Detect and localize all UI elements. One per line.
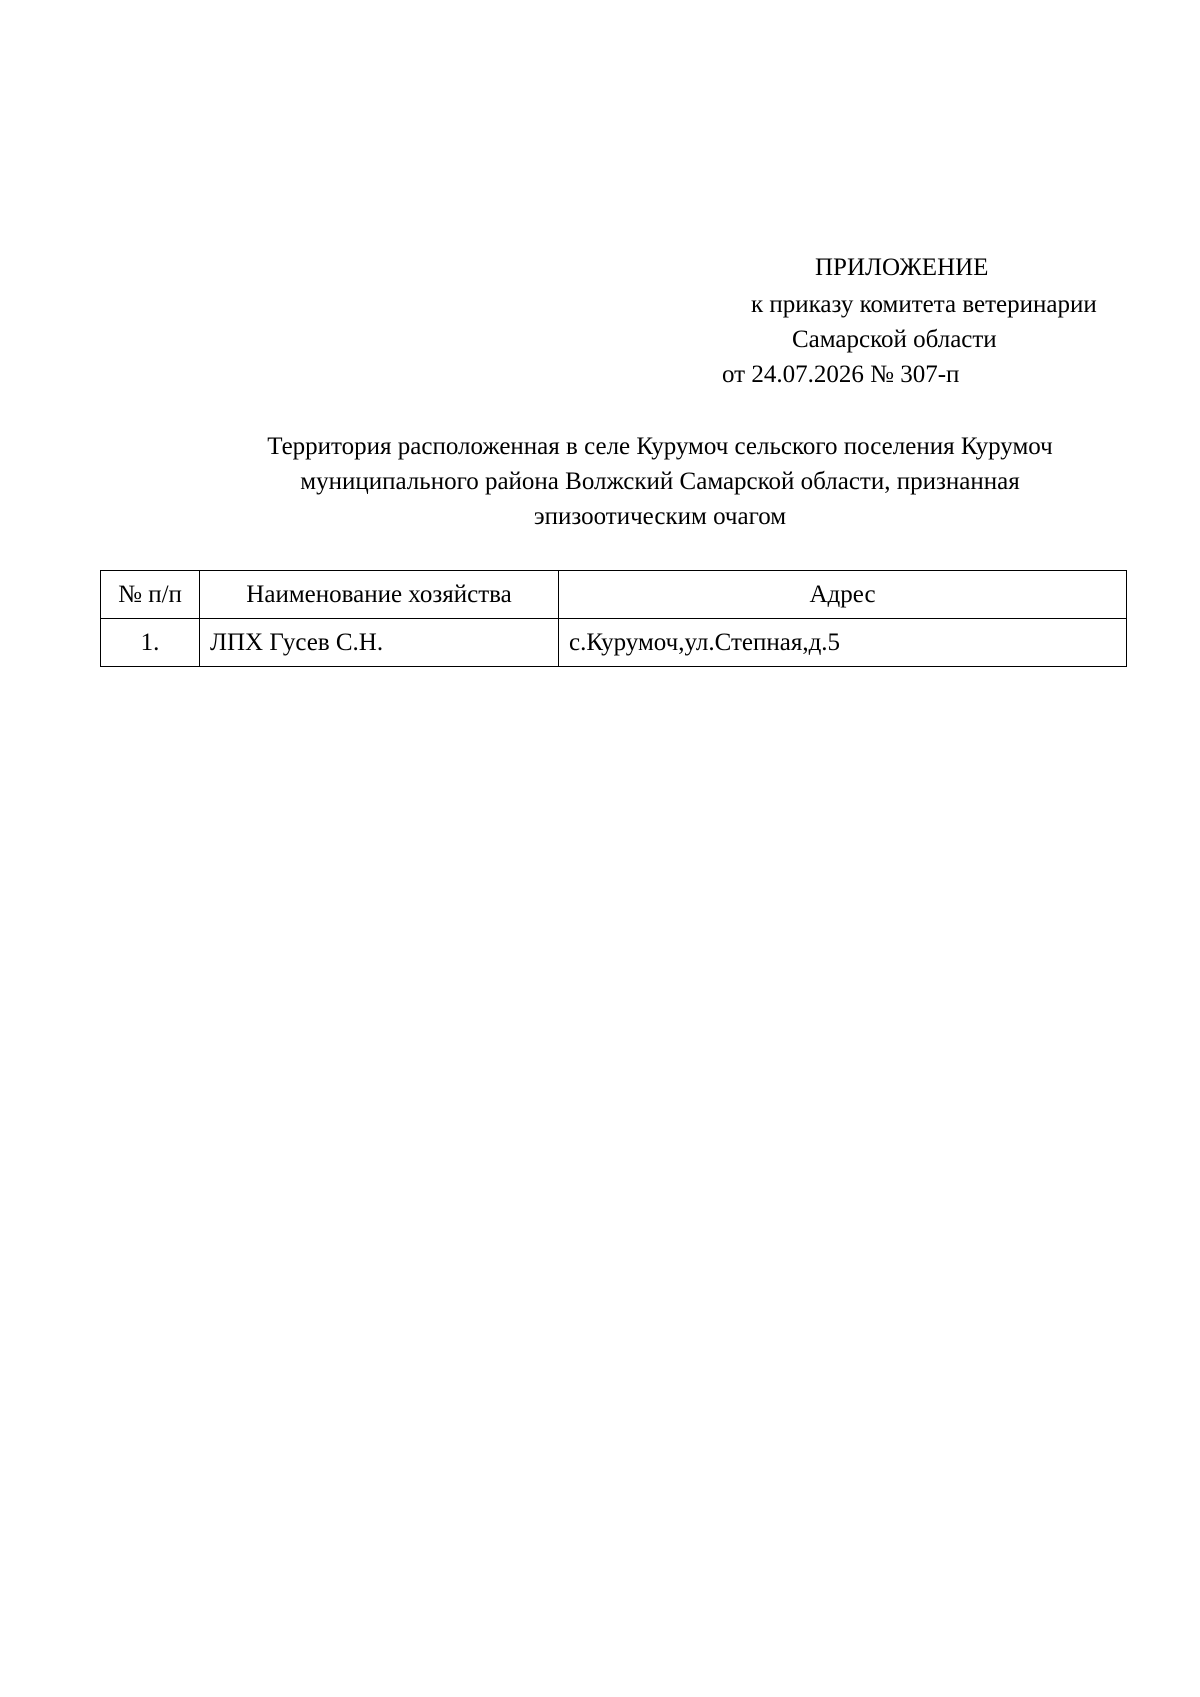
cell-address: с.Курумоч,ул.Степная,д.5 bbox=[559, 619, 1127, 667]
cell-number: 1. bbox=[101, 619, 200, 667]
table-row bbox=[101, 619, 1127, 667]
table-header-row bbox=[101, 571, 1127, 619]
header-farm-name: Наименование хозяйства bbox=[200, 571, 559, 619]
farms-table bbox=[100, 570, 1127, 667]
appendix-order-reference: к приказу комитета ветеринарии bbox=[751, 291, 1097, 318]
header-number: № п/п bbox=[101, 571, 200, 619]
heading-line-3: эпизоотическим очагом bbox=[533, 503, 787, 530]
header-address: Адрес bbox=[559, 571, 1127, 619]
cell-farm-name: ЛПХ Гусев С.Н. bbox=[200, 619, 559, 667]
document-heading bbox=[160, 429, 1160, 534]
heading-line-2: муниципального района Волжский Самарской области, признанная bbox=[300, 468, 1020, 495]
heading-line-1: Территория расположенная в селе Курумоч сельского поселения Курумоч bbox=[267, 433, 1053, 460]
appendix-title: ПРИЛОЖЕНИЕ bbox=[815, 254, 989, 281]
appendix-region: Самарской области bbox=[792, 326, 997, 353]
appendix-order-date-number: от 24.07.2026 № 307-п bbox=[722, 361, 960, 388]
